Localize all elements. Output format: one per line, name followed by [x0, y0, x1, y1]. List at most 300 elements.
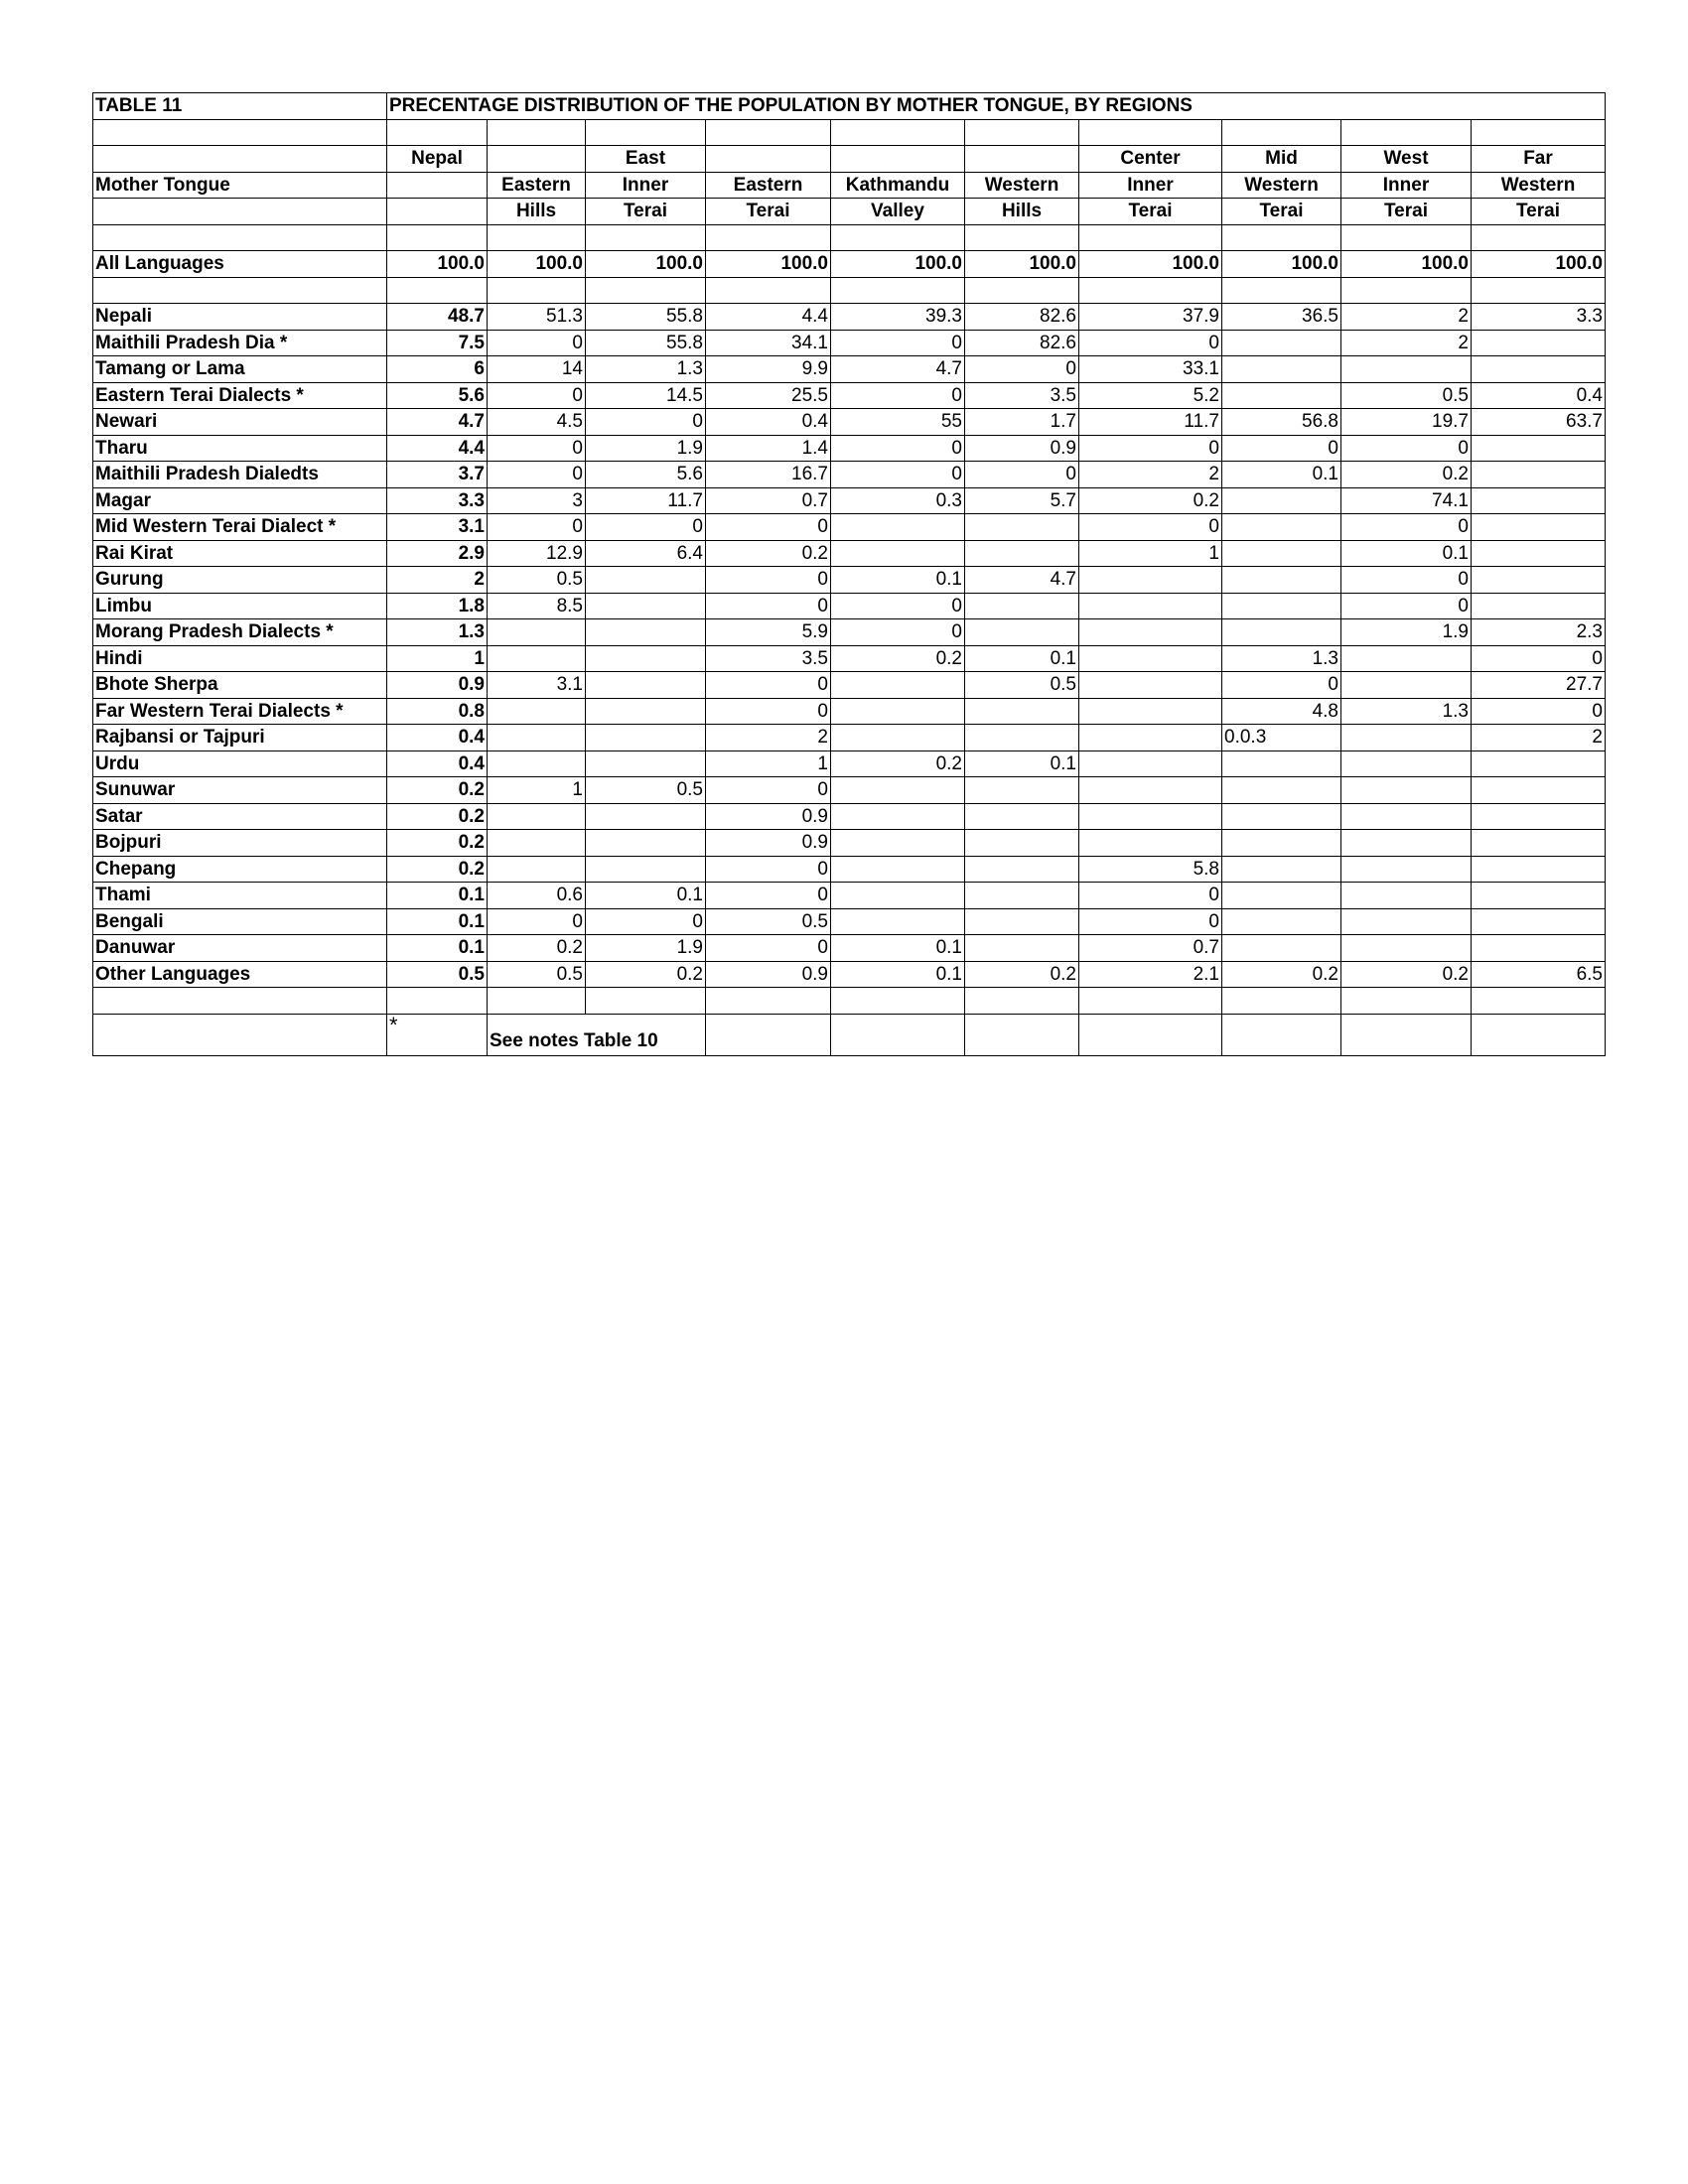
table-cell: 0.5: [488, 961, 586, 988]
table-cell: 0.2: [387, 830, 488, 857]
row-label: Mid Western Terai Dialect *: [93, 514, 387, 541]
table-cell: 0: [831, 382, 965, 409]
table-cell: 100.0: [1341, 251, 1472, 278]
table-cell: [1341, 830, 1472, 857]
column-header: Terai: [1079, 199, 1222, 225]
table-cell: [488, 725, 586, 751]
row-label: Magar: [93, 487, 387, 514]
table-cell: [1222, 330, 1341, 356]
footnote-star-glyph: *: [389, 1014, 398, 1037]
table-cell: [831, 698, 965, 725]
row-label: Danuwar: [93, 935, 387, 962]
table-cell: 0.1: [831, 935, 965, 962]
column-header: Western: [1472, 172, 1606, 199]
column-header: [965, 146, 1079, 173]
table-cell: [488, 830, 586, 857]
table-cell: 4.4: [387, 435, 488, 462]
table-cell: 14.5: [586, 382, 706, 409]
table-cell: 0: [831, 435, 965, 462]
table-row: [93, 672, 1606, 699]
table-cell: [488, 619, 586, 646]
table-cell: 0: [488, 908, 586, 935]
table-cell: 3.1: [387, 514, 488, 541]
table-cell: [1222, 356, 1341, 383]
table-cell: 100.0: [965, 251, 1079, 278]
table-cell: [1079, 593, 1222, 619]
table-title: PRECENTAGE DISTRIBUTION OF THE POPULATION BY MOTHER TONGUE, BY REGIONS: [387, 93, 1606, 120]
table-cell: 0.1: [831, 961, 965, 988]
table-cell: [1472, 803, 1606, 830]
table-row: [93, 830, 1606, 857]
table-cell: [1079, 751, 1222, 777]
table-cell: [1341, 356, 1472, 383]
spacer-row: [93, 988, 1606, 1015]
table-cell: 4.5: [488, 409, 586, 436]
table-cell: 0: [706, 856, 831, 883]
table-cell: 0.6: [488, 883, 586, 909]
table-cell: 0: [1222, 435, 1341, 462]
table-row: [93, 725, 1606, 751]
table-cell: [1341, 908, 1472, 935]
table-cell: [965, 777, 1079, 804]
table-cell: 2.1: [1079, 961, 1222, 988]
footnote-text: See notes Table 10: [490, 1029, 658, 1051]
table-cell: 33.1: [1079, 356, 1222, 383]
table-cell: 51.3: [488, 304, 586, 331]
table-cell: 0: [706, 777, 831, 804]
table-cell: 6: [387, 356, 488, 383]
column-header: [831, 146, 965, 173]
table-cell: 36.5: [1222, 304, 1341, 331]
table-cell: [1472, 777, 1606, 804]
table-cell: 1.3: [586, 356, 706, 383]
table-cell: 3: [488, 487, 586, 514]
table-cell: 74.1: [1341, 487, 1472, 514]
table-row: [93, 777, 1606, 804]
table-row: [93, 645, 1606, 672]
column-header: Inner: [586, 172, 706, 199]
table-cell: [488, 751, 586, 777]
table-cell: 100.0: [1222, 251, 1341, 278]
table-cell: 0: [1222, 672, 1341, 699]
table-cell: 1.3: [1222, 645, 1341, 672]
table-cell: 0.5: [965, 672, 1079, 699]
table-cell: [586, 698, 706, 725]
table-cell: 3.1: [488, 672, 586, 699]
table-cell: [1472, 883, 1606, 909]
row-label: Maithili Pradesh Dialedts: [93, 462, 387, 488]
table-cell: 0.2: [586, 961, 706, 988]
table-cell: 1: [387, 645, 488, 672]
table-cell: [1341, 725, 1472, 751]
column-header: Inner: [1341, 172, 1472, 199]
table-cell: 0: [1341, 593, 1472, 619]
table-cell: 0.9: [706, 803, 831, 830]
table-row: [93, 567, 1606, 594]
table-cell: 5.8: [1079, 856, 1222, 883]
table-cell: [831, 540, 965, 567]
row-label: Rai Kirat: [93, 540, 387, 567]
table-cell: [1472, 830, 1606, 857]
table-cell: 0: [1079, 330, 1222, 356]
table-cell: [965, 698, 1079, 725]
table-cell: [831, 830, 965, 857]
table-row: [93, 304, 1606, 331]
row-label: Thami: [93, 883, 387, 909]
table-cell: [831, 803, 965, 830]
table-cell: 0: [1079, 908, 1222, 935]
table-cell: [831, 514, 965, 541]
table-cell: 0: [488, 330, 586, 356]
table-cell: [965, 514, 1079, 541]
table-row: [93, 514, 1606, 541]
table-cell: 63.7: [1472, 409, 1606, 436]
row-label: All Languages: [93, 251, 387, 278]
column-header: Inner: [1079, 172, 1222, 199]
table-cell: 0: [1079, 435, 1222, 462]
table-cell: [1079, 619, 1222, 646]
table-cell: [1222, 830, 1341, 857]
table-cell: 0.5: [586, 777, 706, 804]
column-header: Western: [965, 172, 1079, 199]
table-cell: 9.9: [706, 356, 831, 383]
table-cell: 1.3: [387, 619, 488, 646]
spacer-row: [93, 119, 1606, 146]
table-cell: 27.7: [1472, 672, 1606, 699]
table-cell: 1.9: [586, 435, 706, 462]
table-cell: 0: [488, 435, 586, 462]
table-cell: 0: [965, 462, 1079, 488]
table-cell: [1222, 593, 1341, 619]
table-cell: 5.7: [965, 487, 1079, 514]
table-cell: 0.1: [387, 883, 488, 909]
table-row: [93, 935, 1606, 962]
column-header: Eastern: [488, 172, 586, 199]
table-cell: [488, 856, 586, 883]
table-cell: 0.2: [831, 645, 965, 672]
table-cell: 37.9: [1079, 304, 1222, 331]
table-cell: 39.3: [831, 304, 965, 331]
table-row: [93, 435, 1606, 462]
row-label: Nepali: [93, 304, 387, 331]
table-cell: 12.9: [488, 540, 586, 567]
table-cell: 100.0: [706, 251, 831, 278]
row-label: Eastern Terai Dialects *: [93, 382, 387, 409]
table-cell: [1472, 356, 1606, 383]
table-cell: [1472, 567, 1606, 594]
table-cell: 0.2: [1341, 961, 1472, 988]
table-cell: 11.7: [586, 487, 706, 514]
table-cell: 0.2: [1222, 961, 1341, 988]
table-cell: [1341, 751, 1472, 777]
table-cell: 0.4: [387, 725, 488, 751]
column-header: Valley: [831, 199, 965, 225]
header-row-3: [93, 199, 1606, 225]
table-cell: [586, 856, 706, 883]
table-cell: 55.8: [586, 330, 706, 356]
table-cell: 100.0: [586, 251, 706, 278]
table-cell: 0.1: [387, 935, 488, 962]
table-cell: 0.2: [387, 777, 488, 804]
table-cell: 0.1: [586, 883, 706, 909]
table-cell: 0.4: [1472, 382, 1606, 409]
table-cell: [1472, 514, 1606, 541]
header-row-2: [93, 172, 1606, 199]
table-cell: 82.6: [965, 330, 1079, 356]
table-cell: [586, 803, 706, 830]
table-cell: 11.7: [1079, 409, 1222, 436]
table-cell: 3.3: [1472, 304, 1606, 331]
table-row: [93, 856, 1606, 883]
table-cell: 0.9: [387, 672, 488, 699]
table-cell: 100.0: [1079, 251, 1222, 278]
table-cell: 0: [586, 409, 706, 436]
table-cell: [965, 803, 1079, 830]
table-row: [93, 330, 1606, 356]
table-cell: 14: [488, 356, 586, 383]
table-cell: [488, 803, 586, 830]
table-cell: 0.5: [1341, 382, 1472, 409]
table-cell: 0: [831, 593, 965, 619]
table-cell: 3.5: [706, 645, 831, 672]
table-cell: [488, 698, 586, 725]
table-cell: [586, 830, 706, 857]
table-cell: 34.1: [706, 330, 831, 356]
table-cell: 0: [488, 514, 586, 541]
table-cell: 0.2: [387, 856, 488, 883]
footnote-text-cell: [488, 1014, 706, 1055]
row-label: Bhote Sherpa: [93, 672, 387, 699]
table-cell: [1222, 751, 1341, 777]
table-cell: [1341, 672, 1472, 699]
row-label: Other Languages: [93, 961, 387, 988]
table-cell: 3.5: [965, 382, 1079, 409]
table-cell: 0.2: [1341, 462, 1472, 488]
population-table: [92, 92, 1606, 1056]
table-cell: 0.1: [965, 645, 1079, 672]
table-cell: [965, 935, 1079, 962]
table-cell: [1472, 593, 1606, 619]
table-cell: [831, 672, 965, 699]
row-label: Tharu: [93, 435, 387, 462]
row-label: Rajbansi or Tajpuri: [93, 725, 387, 751]
table-cell: [831, 908, 965, 935]
table-cell: [1472, 487, 1606, 514]
table-cell: 0: [706, 883, 831, 909]
table-cell: 0: [488, 462, 586, 488]
table-cell: 100.0: [1472, 251, 1606, 278]
table-cell: 5.2: [1079, 382, 1222, 409]
table-cell: [1222, 803, 1341, 830]
table-cell: 19.7: [1341, 409, 1472, 436]
table-row: [93, 462, 1606, 488]
row-label: Hindi: [93, 645, 387, 672]
row-label: Maithili Pradesh Dia *: [93, 330, 387, 356]
table-cell: [965, 593, 1079, 619]
table-cell: 0.2: [706, 540, 831, 567]
row-label: Satar: [93, 803, 387, 830]
table-cell: 1.7: [965, 409, 1079, 436]
table-cell: 4.7: [831, 356, 965, 383]
table-cell: [586, 593, 706, 619]
table-cell: 0.0.3: [1222, 725, 1341, 751]
table-cell: 0.1: [1222, 462, 1341, 488]
table-cell: 0: [831, 619, 965, 646]
column-header: Far: [1472, 146, 1606, 173]
column-header: [706, 146, 831, 173]
table-cell: 0: [1079, 883, 1222, 909]
table-cell: [1222, 883, 1341, 909]
table-row: [93, 540, 1606, 567]
table-cell: [965, 856, 1079, 883]
table-cell: [1472, 751, 1606, 777]
table-cell: [1341, 856, 1472, 883]
table-cell: [1222, 540, 1341, 567]
table-cell: 0.2: [488, 935, 586, 962]
table-cell: 0.4: [706, 409, 831, 436]
table-cell: [965, 725, 1079, 751]
table-label: TABLE 11: [93, 93, 387, 120]
table-cell: 0: [1472, 698, 1606, 725]
table-cell: 0.1: [387, 908, 488, 935]
table-cell: [1079, 830, 1222, 857]
table-cell: 100.0: [831, 251, 965, 278]
table-cell: [1341, 645, 1472, 672]
table-cell: 0.1: [831, 567, 965, 594]
table-cell: 0: [1341, 514, 1472, 541]
column-header: [488, 146, 586, 173]
table-cell: [586, 645, 706, 672]
table-cell: 0.9: [706, 830, 831, 857]
table-cell: 0.5: [387, 961, 488, 988]
table-cell: 0.5: [488, 567, 586, 594]
table-cell: 5.9: [706, 619, 831, 646]
column-header: Terai: [1472, 199, 1606, 225]
table-cell: [586, 725, 706, 751]
column-header: Nepal: [387, 146, 488, 173]
table-row: [93, 908, 1606, 935]
table-cell: [1079, 777, 1222, 804]
table-cell: 0.4: [387, 751, 488, 777]
table-cell: 1: [1079, 540, 1222, 567]
table-cell: 1.9: [1341, 619, 1472, 646]
table-cell: 5.6: [586, 462, 706, 488]
table-cell: 0.9: [965, 435, 1079, 462]
table-cell: [488, 645, 586, 672]
table-cell: 48.7: [387, 304, 488, 331]
table-cell: 0: [706, 672, 831, 699]
table-cell: [965, 830, 1079, 857]
column-header: Western: [1222, 172, 1341, 199]
table-cell: 4.4: [706, 304, 831, 331]
table-cell: [1472, 856, 1606, 883]
column-header: Terai: [1341, 199, 1472, 225]
column-header: Terai: [586, 199, 706, 225]
table-row: [93, 961, 1606, 988]
table-cell: [965, 908, 1079, 935]
table-cell: 1: [488, 777, 586, 804]
table-cell: [831, 856, 965, 883]
table-cell: [1472, 908, 1606, 935]
table-cell: [586, 672, 706, 699]
table-cell: 0: [1472, 645, 1606, 672]
table-cell: [1079, 803, 1222, 830]
table-cell: 55.8: [586, 304, 706, 331]
spacer-row: [93, 224, 1606, 251]
table-cell: 0: [706, 698, 831, 725]
column-header: Center: [1079, 146, 1222, 173]
table-row: [93, 409, 1606, 436]
row-label: Gurung: [93, 567, 387, 594]
table-cell: [1341, 883, 1472, 909]
table-cell: 2: [1341, 304, 1472, 331]
table-cell: [1079, 672, 1222, 699]
table-cell: [1341, 777, 1472, 804]
row-label: Bojpuri: [93, 830, 387, 857]
table-cell: [1079, 567, 1222, 594]
table-cell: 0: [706, 567, 831, 594]
table-cell: 0.7: [1079, 935, 1222, 962]
table-cell: [1341, 935, 1472, 962]
table-cell: [1222, 567, 1341, 594]
table-cell: 100.0: [488, 251, 586, 278]
row-header-label: Mother Tongue: [93, 172, 387, 199]
column-header: Terai: [706, 199, 831, 225]
table-cell: 0.5: [706, 908, 831, 935]
table-cell: 2: [1472, 725, 1606, 751]
table-cell: 0: [488, 382, 586, 409]
footnote-row: [93, 1014, 1606, 1055]
table-cell: [1472, 435, 1606, 462]
table-cell: [1341, 803, 1472, 830]
row-label: Bengali: [93, 908, 387, 935]
table-cell: 0: [706, 593, 831, 619]
column-header: Hills: [488, 199, 586, 225]
table-row: [93, 751, 1606, 777]
table-cell: [1079, 698, 1222, 725]
table-cell: 3.3: [387, 487, 488, 514]
table-cell: 0: [1341, 435, 1472, 462]
table-cell: 0.9: [706, 961, 831, 988]
title-row: [93, 93, 1606, 120]
table-cell: 4.7: [387, 409, 488, 436]
table-cell: 0: [1341, 567, 1472, 594]
table-cell: [586, 619, 706, 646]
table-cell: 1.9: [586, 935, 706, 962]
table-cell: 1: [706, 751, 831, 777]
table-cell: 0: [586, 908, 706, 935]
table-cell: [1222, 487, 1341, 514]
table-cell: [1079, 725, 1222, 751]
table-cell: 0: [706, 514, 831, 541]
table-cell: 55: [831, 409, 965, 436]
table-cell: [1222, 382, 1341, 409]
row-label: Chepang: [93, 856, 387, 883]
table-cell: [1222, 856, 1341, 883]
table-row: [93, 487, 1606, 514]
table-cell: 0.2: [1079, 487, 1222, 514]
table-cell: 6.5: [1472, 961, 1606, 988]
row-label: Morang Pradesh Dialects *: [93, 619, 387, 646]
table-cell: 2.3: [1472, 619, 1606, 646]
table-cell: [586, 751, 706, 777]
table-row: [93, 803, 1606, 830]
table-cell: [831, 777, 965, 804]
column-header: Mid: [1222, 146, 1341, 173]
table-cell: [1472, 462, 1606, 488]
table-cell: 1.3: [1341, 698, 1472, 725]
row-label: Limbu: [93, 593, 387, 619]
